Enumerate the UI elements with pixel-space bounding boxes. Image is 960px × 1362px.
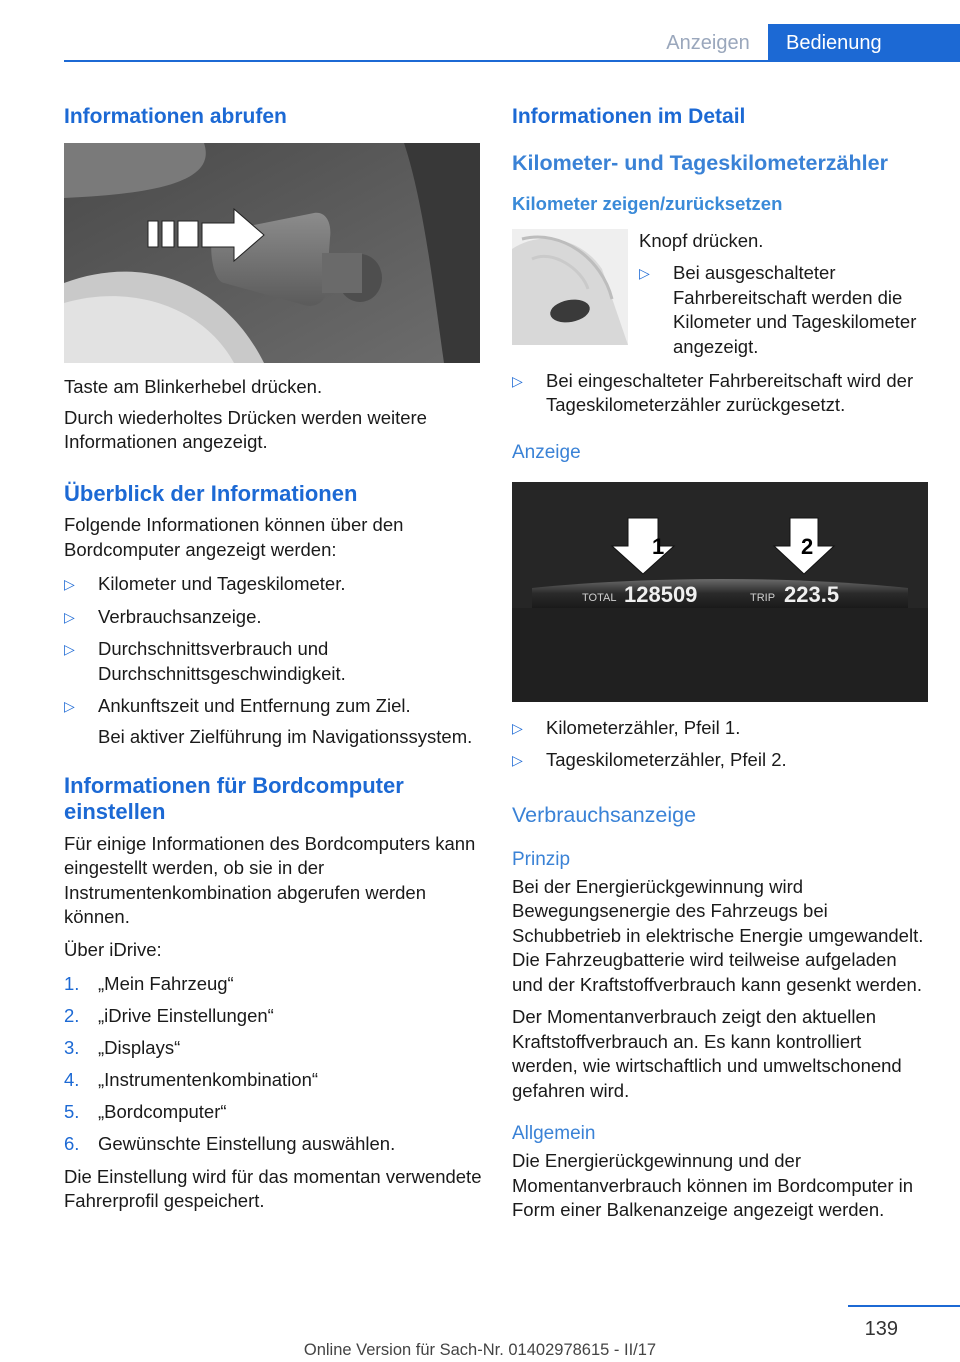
header-rule [64, 60, 960, 62]
overview-note: Bei aktiver Zielführung im Navigationssystem. [98, 725, 473, 747]
heading-kilometerzaehler: Kilometer- und Tageskilometerzähler [512, 151, 888, 176]
arrow-1-label: 1 [652, 533, 665, 559]
trip-value: 223.5 [784, 581, 840, 607]
triangle-bullet-icon: ▷ [64, 698, 75, 715]
momentanverbrauch-text: Der Momentanverbrauch zeigt den aktuellen Kraftstoffverbrauch an. Es kann kontrolliert werden, wie wirtschaftlich und umweltschonend gefahren wird. [512, 1006, 902, 1101]
online-version-footer: Online Version für Sach-Nr. 01402978615 - II/17 [303, 1341, 657, 1359]
button-on-list [512, 369, 930, 418]
list-item: ▷ Kilometer und Tageskilometer. [64, 572, 482, 597]
heading-prinzip: Prinzip [512, 848, 571, 870]
heading-kilometer-zeigen: Kilometer zeigen/zurücksetzen [512, 192, 783, 214]
list-item: 4. „Instrumentenkombination“ [64, 1069, 319, 1091]
left-column [64, 100, 482, 1214]
list-item: ▷ Bei ausgeschalteter Fahrbereitschaft werden die Kilometer und Tageskilometer angezeigt. [639, 262, 917, 357]
turn-signal-lever-photo [64, 143, 480, 363]
list-item: 2. „iDrive Einstellungen“ [64, 1005, 274, 1027]
tab-bedienung[interactable]: Bedienung [768, 24, 960, 62]
list-item: ▷ Ankunftszeit und Entfernung zum Ziel. Bei aktiver Zielführung im Navigationssystem. [64, 694, 482, 749]
odometer-button-illustration [512, 229, 628, 345]
total-label: TOTAL [582, 591, 617, 604]
list-item: ▷ Verbrauchsanzeige. [64, 605, 482, 630]
list-item: 1. „Mein Fahrzeug“ [64, 973, 234, 995]
triangle-bullet-icon: ▷ [64, 576, 75, 593]
footer-rule [848, 1305, 960, 1307]
list-item: 3. „Displays“ [64, 1037, 181, 1059]
heading-allgemein: Allgemein [512, 1123, 596, 1145]
display-list [512, 716, 930, 773]
heading-bordcomputer-einstellen: Informationen für Bordcomputer einstellen [64, 773, 404, 825]
display-background [512, 482, 928, 702]
press-button-text: Knopf drücken. [639, 229, 764, 251]
settings-intro: Für einige Informationen des Bordcomputers kann eingestellt werden, ob sie in der Instrumentenkombination abgerufen werden können. [64, 832, 476, 928]
overview-list [64, 572, 482, 749]
right-column [512, 100, 930, 1223]
triangle-bullet-icon: ▷ [512, 719, 523, 736]
allgemein-text: Die Energierückgewinnung und der Momentanverbrauch können im Bordcomputer in Form einer Balkenanzeige angezeigt werden. [512, 1150, 914, 1221]
heading-informationen-abrufen: Informationen abrufen [64, 105, 287, 128]
heading-ueberblick: Überblick der Informationen [64, 480, 358, 506]
list-item: ▷ Bei eingeschalteter Fahrbereitschaft wird der Tageskilometerzähler zurückgesetzt. [512, 369, 914, 416]
instrument-display-photo [512, 482, 928, 702]
list-item: ▷ Kilometerzähler, Pfeil 1. [512, 716, 930, 741]
idrive-steps [64, 972, 482, 1157]
button-text-block [639, 229, 930, 360]
header-tabs [648, 24, 960, 62]
trip-button-photo [512, 229, 628, 345]
button-section [512, 229, 930, 369]
heading-anzeige: Anzeige [512, 441, 581, 463]
triangle-bullet-icon: ▷ [512, 752, 523, 769]
prinzip-text: Bei der Energierückgewinnung wird Bewegungsenergie des Fahrzeugs bei Schubbetrieb in elektrische Energie umgewandelt. Die Fahrzeugbatterie wird teilweise aufgeladen und der Kraftstoffverbrauch kann gesenkt werden. [512, 875, 924, 995]
arrow-2-label: 2 [801, 533, 814, 559]
caption-press-button: Taste am Blinkerhebel drücken. [64, 376, 323, 398]
triangle-bullet-icon: ▷ [512, 372, 523, 389]
tab-anzeigen[interactable]: Anzeigen [666, 32, 750, 54]
turn-signal-lever-illustration [64, 143, 480, 363]
list-item: ▷ Durchschnittsverbrauch und Durchschnittsgeschwindigkeit. [64, 638, 346, 684]
triangle-bullet-icon: ▷ [639, 265, 650, 282]
heading-informationen-detail: Informationen im Detail [512, 105, 746, 128]
closing-note: Die Einstellung wird für das momentan verwendete Fahrerprofil gespeichert. [64, 1165, 482, 1212]
idrive-label: Über iDrive: [64, 938, 162, 960]
list-item: 6. Gewünschte Einstellung auswählen. [64, 1133, 396, 1155]
button-off-list [639, 261, 930, 359]
caption-repeat-press: Durch wiederholtes Drücken werden weitere Informationen angezeigt. [64, 406, 427, 453]
list-item: 5. „Bordcomputer“ [64, 1101, 227, 1123]
triangle-bullet-icon: ▷ [64, 641, 75, 658]
list-item: ▷ Tageskilometerzähler, Pfeil 2. [512, 748, 930, 773]
page-number: 139 [864, 1318, 898, 1340]
total-value: 128509 [624, 581, 698, 607]
trip-label: TRIP [750, 591, 776, 604]
heading-verbrauchsanzeige: Verbrauchsanzeige [512, 802, 697, 827]
triangle-bullet-icon: ▷ [64, 608, 75, 625]
overview-intro: Folgende Informationen können über den Bordcomputer angezeigt werden: [64, 514, 404, 560]
